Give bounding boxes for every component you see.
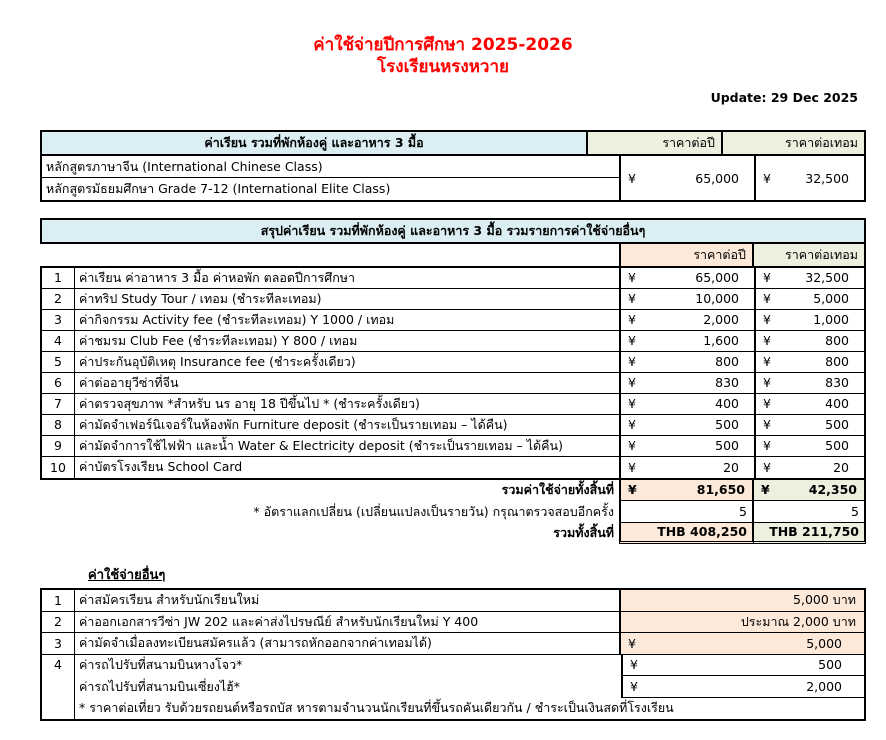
other-fees-title: ค่าใช้จ่ายอื่นๆ	[88, 568, 166, 583]
amount: 20	[833, 459, 849, 475]
amount: 800	[715, 354, 739, 369]
year-price-amount: 65,000	[695, 170, 739, 186]
currency-symbol: ¥	[628, 354, 636, 369]
table-row	[42, 590, 864, 612]
row-number: 1	[42, 590, 75, 611]
amount: 800	[825, 333, 849, 348]
row-number: 7	[42, 394, 75, 414]
row-number: 3	[42, 310, 75, 330]
fee-description: ค่าสมัครเรียน สำหรับนักเรียนใหม่	[75, 590, 621, 611]
year-price-cell	[621, 268, 756, 288]
year-price-cell	[621, 352, 756, 372]
currency-symbol: ¥	[628, 170, 636, 186]
total-term-amount: 42,350	[808, 482, 857, 498]
row-number: 10	[42, 457, 75, 478]
page-title-line2: โรงเรียนหรงหวาย	[377, 57, 509, 77]
currency-symbol: ¥	[628, 459, 636, 475]
fee-description: ค่าประกันอุบัติเหตุ Insurance fee (ชำระครั้งเดียว)	[75, 352, 621, 372]
currency-symbol: ¥	[763, 438, 771, 453]
currency-symbol: ¥	[763, 291, 771, 306]
currency-symbol: ¥	[628, 312, 636, 327]
term-price-cell	[756, 415, 864, 435]
table-row	[42, 352, 864, 373]
amount: 65,000	[695, 270, 739, 285]
term-price-cell	[756, 352, 864, 372]
table-row	[42, 331, 864, 352]
row-number: 3	[42, 633, 75, 654]
program-row: หลักสูตรมัธยมศึกษา Grade 7-12 (International Elite Class)	[46, 181, 391, 196]
table-row	[42, 268, 864, 289]
currency-symbol: ¥	[763, 375, 771, 390]
currency-symbol: ¥	[763, 459, 771, 475]
tuition-table-body	[40, 156, 866, 202]
amount: 500	[825, 438, 849, 453]
currency-symbol: ¥	[628, 333, 636, 348]
term-price-cell	[756, 289, 864, 309]
summary-header-year: ราคาต่อปี	[619, 244, 754, 266]
total-term-cell	[754, 480, 866, 502]
amount: 400	[715, 396, 739, 411]
currency-symbol: ¥	[628, 291, 636, 306]
amount: 500	[715, 438, 739, 453]
table-row	[42, 457, 864, 478]
table-row	[42, 394, 864, 415]
tuition-header-title: ค่าเรียน รวมที่พักห้องคู่ และอาหาร 3 มื้อ	[42, 132, 588, 154]
currency-symbol: ¥	[763, 396, 771, 411]
summary-price-header-row	[40, 244, 866, 266]
row-number: 8	[42, 415, 75, 435]
document-header	[0, 34, 886, 105]
currency-symbol: ¥	[628, 270, 636, 285]
amount: 830	[825, 375, 849, 390]
tuition-term-price-cell	[756, 156, 864, 200]
empty-cell	[621, 698, 864, 720]
spacer	[40, 244, 619, 266]
tuition-year-price-cell	[621, 156, 756, 200]
currency-symbol: ¥	[628, 635, 636, 651]
pickup-hangzhou: ค่ารถไปรับที่สนามบินหางโจว*	[79, 657, 243, 673]
amount: 32,500	[805, 270, 849, 285]
amount: 2,000	[703, 312, 739, 327]
page-title-line1: ค่าใช้จ่ายปีการศึกษา 2025-2026	[313, 35, 573, 55]
fee-description: ค่ามัดจำเฟอร์นิเจอร์ในห้องพัก Furniture deposit (ชำระเป็นรายเทอม – ได้คืน)	[75, 415, 621, 435]
row-number: 6	[42, 373, 75, 393]
currency-symbol: ¥	[761, 482, 770, 498]
pickup-note: * ราคาต่อเที่ยว รับด้วยรถยนต์หรือรถบัส หารตามจำนวนนักเรียนที่ขึ้นรถคันเดียวกัน / ชำระเป็นเงินสดที่โรงเรียน	[79, 700, 674, 716]
amount: 800	[825, 354, 849, 369]
airport-pickup-descriptions	[75, 655, 674, 720]
update-date: Update: 29 Dec 2025	[710, 90, 858, 105]
exchange-rate-year-cell: 5	[619, 501, 754, 523]
table-row	[42, 373, 864, 394]
currency-symbol: ¥	[763, 333, 771, 348]
term-price-cell	[756, 331, 864, 351]
summary-rows-block	[40, 266, 866, 480]
term-price-cell	[756, 394, 864, 414]
fee-description: ค่าทริป Study Tour / เทอม (ชำระทีละเทอม)	[75, 289, 621, 309]
grand-total-row	[40, 523, 866, 545]
fee-description: ค่ามัดจำการใช้ไฟฟ้า และน้ำ Water & Electricity deposit (ชำระเป็นรายเทอม – ได้คืน)	[75, 436, 621, 456]
tuition-header-term: ราคาต่อเทอม	[723, 132, 864, 154]
tuition-table-header-row	[40, 130, 866, 156]
table-row	[42, 289, 864, 310]
currency-symbol: ¥	[763, 312, 771, 327]
fee-summary-table	[40, 218, 866, 544]
term-price-cell	[756, 310, 864, 330]
amount: 500	[818, 657, 842, 673]
table-row	[42, 612, 864, 634]
year-price-cell	[621, 394, 756, 414]
year-price-cell	[621, 289, 756, 309]
row-number: 5	[42, 352, 75, 372]
total-year-cell	[619, 480, 754, 502]
row-number: 1	[42, 268, 75, 288]
year-price-cell	[621, 457, 756, 478]
tuition-header-year: ราคาต่อปี	[588, 132, 723, 154]
currency-symbol: ¥	[763, 270, 771, 285]
pickup-shanghai-price	[621, 676, 864, 698]
row-number: 9	[42, 436, 75, 456]
pickup-shanghai: ค่ารถไปรับที่สนามบินเซี่ยงไฮ้*	[79, 678, 241, 694]
summary-table-title: สรุปค่าเรียน รวมที่พักห้องคู่ และอาหาร 3 มื้อ รวมรายการค่าใช้จ่ายอื่นๆ	[40, 218, 866, 244]
amount: 2,000	[806, 678, 842, 694]
amount: 400	[825, 396, 849, 411]
fee-description: ค่าออกเอกสารวีซ่า JW 202 และค่าส่งไปรษณีย์ สำหรับนักเรียนใหม่ Y 400	[75, 612, 621, 633]
grand-total-year-cell: THB 408,250	[619, 523, 754, 545]
term-price-amount: 32,500	[805, 170, 849, 186]
term-price-cell	[756, 457, 864, 478]
table-row	[42, 436, 864, 457]
amount: 20	[723, 459, 739, 475]
currency-symbol: ¥	[763, 354, 771, 369]
fee-description: ค่ากิจกรรม Activity fee (ชำระทีละเทอม) Y 1000 / เทอม	[75, 310, 621, 330]
currency-symbol: ¥	[628, 438, 636, 453]
currency-symbol: ¥	[628, 482, 637, 498]
tuition-program-column	[42, 156, 621, 200]
pickup-hangzhou-price	[621, 655, 864, 677]
term-price-cell	[756, 268, 864, 288]
exchange-rate-label: * อัตราแลกเปลี่ยน (เปลี่ยนแปลงเป็นรายวัน) กรุณาตรวจสอบอีกครั้ง	[253, 503, 614, 519]
total-year-amount: 81,650	[696, 482, 745, 498]
year-price-cell	[621, 310, 756, 330]
currency-symbol: ¥	[628, 375, 636, 390]
fee-description: ค่าบัตรโรงเรียน School Card	[75, 457, 621, 478]
term-price-cell	[756, 436, 864, 456]
row-number: 2	[42, 612, 75, 633]
program-row: หลักสูตรภาษาจีน (International Chinese Class)	[42, 156, 619, 178]
other-fees-table	[40, 588, 866, 721]
table-row	[42, 310, 864, 331]
currency-symbol: ¥	[763, 417, 771, 432]
total-row	[40, 480, 866, 502]
tuition-table	[40, 130, 866, 202]
year-price-cell	[621, 331, 756, 351]
exchange-rate-term-cell: 5	[754, 501, 866, 523]
amount: 1,600	[703, 333, 739, 348]
table-row	[42, 633, 864, 655]
year-price-cell	[621, 415, 756, 435]
year-price-cell	[621, 373, 756, 393]
amount: 5,000	[813, 291, 849, 306]
total-label: รวมค่าใช้จ่ายทั้งสิ้นที่	[501, 482, 614, 498]
amount: 10,000	[695, 291, 739, 306]
row-number: 2	[42, 289, 75, 309]
year-price-cell	[621, 436, 756, 456]
table-row	[42, 415, 864, 436]
fee-description: ค่าชมรม Club Fee (ชำระทีละเทอม) Y 800 / เทอม	[75, 331, 621, 351]
airport-pickup-values	[621, 655, 864, 720]
fee-description: ค่าตรวจสุขภาพ *สำหรับ นร อายุ 18 ปีขึ้นไป * (ชำระครั้งเดียว)	[75, 394, 621, 414]
fee-value-cell	[621, 633, 864, 654]
exchange-rate-row	[40, 501, 866, 523]
amount: 500	[825, 417, 849, 432]
fee-description: ค่ามัดจำเมื่อลงทะเบียนสมัครแล้ว (สามารถหักออกจากค่าเทอมได้)	[75, 633, 621, 654]
amount: 500	[715, 417, 739, 432]
summary-header-term: ราคาต่อเทอม	[754, 244, 866, 266]
currency-symbol: ¥	[628, 417, 636, 432]
airport-pickup-row	[42, 655, 864, 720]
row-number: 4	[42, 655, 75, 720]
grand-total-term-cell: THB 211,750	[754, 523, 866, 545]
row-number: 4	[42, 331, 75, 351]
term-price-cell	[756, 373, 864, 393]
fee-value-cell: ประมาณ 2,000 บาท	[621, 612, 864, 633]
currency-symbol: ¥	[763, 170, 771, 186]
currency-symbol: ¥	[628, 396, 636, 411]
currency-symbol: ¥	[630, 657, 638, 673]
amount: 5,000	[806, 635, 842, 651]
grand-total-label: รวมทั้งสิ้นที่	[553, 525, 614, 541]
currency-symbol: ¥	[630, 678, 638, 694]
fee-description: ค่าเรียน ค่าอาหาร 3 มื้อ ค่าหอพัก ตลอดปีการศึกษา	[75, 268, 621, 288]
fee-value-cell: 5,000 บาท	[621, 590, 864, 611]
amount: 1,000	[813, 312, 849, 327]
fee-description: ค่าต่ออายุวีซ่าที่จีน	[75, 373, 621, 393]
amount: 830	[715, 375, 739, 390]
